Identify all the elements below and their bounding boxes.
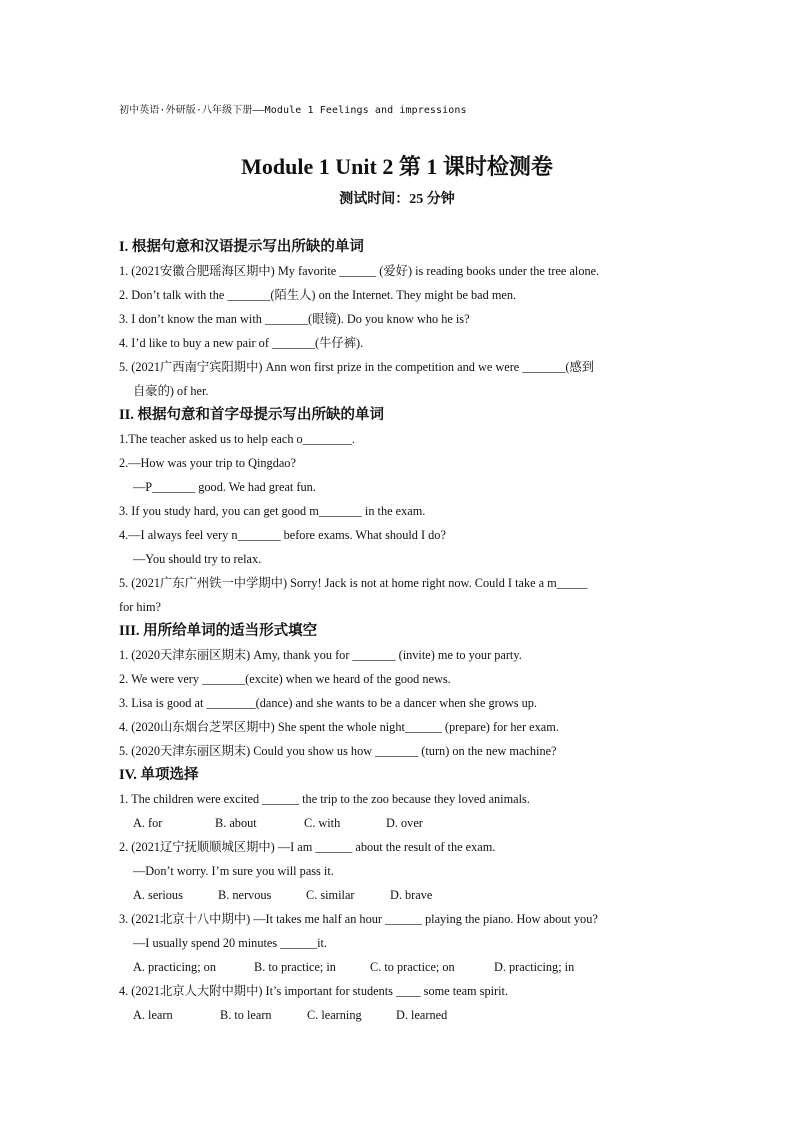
question-line: —Don’t worry. I’m sure you will pass it. — [133, 864, 334, 878]
question-line: 5. (2021广东广州铁一中学期中) Sorry! Jack is not at home right now. Could I take a m_____ — [119, 576, 588, 590]
test-time: 测试时间：25 分钟 — [339, 192, 455, 207]
question-line: 1. (2021安徽合肥瑶海区期中) My favorite ______ (爱好) is reading books under the tree alone. — [119, 264, 600, 278]
option-b: B. to learn — [220, 1008, 272, 1022]
answer-options — [119, 883, 679, 907]
section-4-heading: IV. 单项选择 — [119, 767, 199, 783]
exercise-content — [119, 235, 679, 1027]
question-line: 3. I don’t know the man with _______(眼镜). Do you know who he is? — [119, 312, 470, 326]
question-line: 3. If you study hard, you can get good m_______ in the exam. — [119, 504, 426, 518]
question-line: —P_______ good. We had great fun. — [133, 480, 316, 494]
option-d: D. over — [386, 816, 423, 830]
document-header: 初中英语·外研版·八年级下册——Module 1 Feelings and impressions — [119, 105, 467, 116]
question-line: 5. (2021广西南宁宾阳期中) Ann won first prize in the competition and we were _______(感到 — [119, 360, 595, 374]
option-a: A. for — [133, 816, 163, 830]
question-line: 1. The children were excited ______ the trip to the zoo because they loved animals. — [119, 792, 530, 806]
answer-options — [119, 1003, 679, 1027]
question-line: —I usually spend 20 minutes ______it. — [133, 936, 328, 950]
section-3-heading: III. 用所给单词的适当形式填空 — [119, 623, 318, 639]
question-line: 2.—How was your trip to Qingdao? — [119, 456, 296, 470]
option-d: D. practicing; in — [494, 960, 575, 974]
option-a: A. serious — [133, 888, 183, 902]
answer-options — [119, 811, 679, 835]
question-line: 1.The teacher asked us to help each o________. — [119, 432, 355, 446]
question-line: 4. (2021北京人大附中期中) It’s important for students ____ some team spirit. — [119, 984, 509, 998]
section-1-heading: I. 根据句意和汉语提示写出所缺的单词 — [119, 239, 364, 255]
option-d: D. learned — [396, 1008, 448, 1022]
question-line: 2. Don’t talk with the _______(陌生人) on the Internet. They might be bad men. — [119, 288, 517, 302]
question-line: 4.—I always feel very n_______ before exams. What should I do? — [119, 528, 446, 542]
answer-options — [119, 955, 679, 979]
question-line: 5. (2020天津东丽区期末) Could you show us how _______ (turn) on the new machine? — [119, 744, 557, 758]
question-line: —You should try to relax. — [133, 552, 262, 566]
option-c: C. learning — [307, 1008, 362, 1022]
question-line: 4. I’d like to buy a new pair of _______(牛仔裤). — [119, 336, 364, 350]
question-line: 3. (2021北京十八中期中) —It takes me half an hour ______ playing the piano. How about you? — [119, 912, 598, 926]
question-line: for him? — [119, 600, 162, 614]
question-line: 自豪的) of her. — [133, 384, 209, 398]
option-c: C. similar — [306, 888, 355, 902]
option-a: A. learn — [133, 1008, 173, 1022]
option-c: C. to practice; on — [370, 960, 455, 974]
page-title: Module 1 Unit 2 第 1 课时检测卷 — [241, 154, 553, 179]
option-b: B. about — [215, 816, 257, 830]
option-c: C. with — [304, 816, 341, 830]
option-a: A. practicing; on — [133, 960, 216, 974]
question-line: 3. Lisa is good at ________(dance) and she wants to be a dancer when she grows up. — [119, 696, 537, 710]
question-line: 2. We were very _______(excite) when we heard of the good news. — [119, 672, 451, 686]
question-line: 4. (2020山东烟台芝罘区期中) She spent the whole night______ (prepare) for her exam. — [119, 720, 559, 734]
question-line: 2. (2021辽宁抚顺顺城区期中) —I am ______ about the result of the exam. — [119, 840, 496, 854]
section-2-heading: II. 根据句意和首字母提示写出所缺的单词 — [119, 407, 385, 423]
question-line: 1. (2020天津东丽区期末) Amy, thank you for _______ (invite) me to your party. — [119, 648, 522, 662]
option-b: B. nervous — [218, 888, 272, 902]
option-d: D. brave — [390, 888, 433, 902]
option-b: B. to practice; in — [254, 960, 336, 974]
